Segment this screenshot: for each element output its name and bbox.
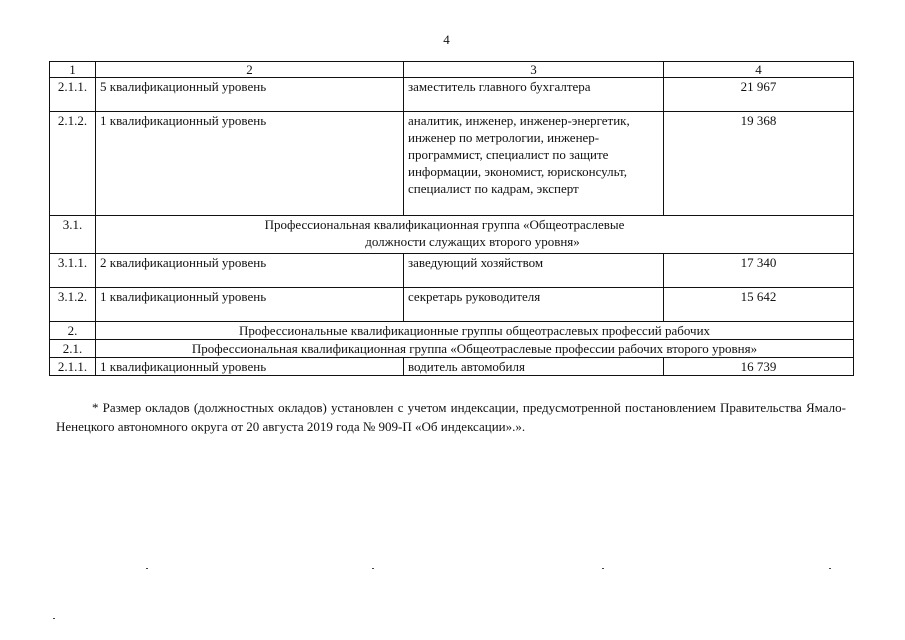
salary-table — [49, 61, 854, 376]
row-number: 2.1.1. — [50, 358, 96, 376]
qualification-level: 1 квалификационный уровень — [96, 112, 404, 216]
position-names: заместитель главного бухгалтера — [404, 78, 664, 112]
row-number: 2.1.1. — [50, 78, 96, 112]
position-names: аналитик, инженер, инженер-энергетик, инженер по метрологии, инженер-программист, специалист по защите информации, экономист, юрисконсульт, специалист по кадрам, эксперт — [404, 112, 664, 216]
position-names: заведующий хозяйством — [404, 254, 664, 288]
group-title: Профессиональные квалификационные группы общеотраслевых профессий рабочих — [96, 322, 854, 340]
scan-speck — [372, 568, 374, 569]
table-header-row — [50, 62, 854, 78]
group-title-line: должности служащих второго уровня» — [365, 234, 580, 249]
salary-value: 17 340 — [664, 254, 854, 288]
row-number: 2.1.2. — [50, 112, 96, 216]
position-names: секретарь руководителя — [404, 288, 664, 322]
salary-value: 16 739 — [664, 358, 854, 376]
scan-speck — [602, 568, 604, 569]
scan-speck — [53, 618, 55, 619]
qualification-level: 2 квалификационный уровень — [96, 254, 404, 288]
qualification-level: 1 квалификационный уровень — [96, 358, 404, 376]
group-row — [50, 340, 854, 358]
footnote: * Размер окладов (должностных окладов) установлен с учетом индексации, предусмотренной постановлением Правительства Ямало-Ненецкого автономного округа от 20 августа 2019 года № 909-П «Об индексации».». — [56, 400, 846, 434]
table-row — [50, 288, 854, 322]
scan-speck — [829, 568, 831, 569]
row-number: 2. — [50, 322, 96, 340]
row-number: 2.1. — [50, 340, 96, 358]
salary-value: 15 642 — [664, 288, 854, 322]
table-row — [50, 112, 854, 216]
header-cell: 2 — [96, 62, 404, 78]
header-cell: 1 — [50, 62, 96, 78]
group-title — [96, 216, 854, 254]
header-cell: 3 — [404, 62, 664, 78]
group-row — [50, 322, 854, 340]
table-row — [50, 254, 854, 288]
table-row — [50, 358, 854, 376]
position-names: водитель автомобиля — [404, 358, 664, 376]
group-row — [50, 216, 854, 254]
row-number: 3.1. — [50, 216, 96, 254]
header-cell: 4 — [664, 62, 854, 78]
page-number: 4 — [443, 32, 450, 47]
salary-value: 21 967 — [664, 78, 854, 112]
qualification-level: 1 квалификационный уровень — [96, 288, 404, 322]
row-number: 3.1.2. — [50, 288, 96, 322]
scan-speck — [146, 568, 148, 569]
salary-value: 19 368 — [664, 112, 854, 216]
row-number: 3.1.1. — [50, 254, 96, 288]
group-title: Профессиональная квалификационная группа «Общеотраслевые профессии рабочих второго уровня» — [96, 340, 854, 358]
group-title-line: Профессиональная квалификационная группа «Общеотраслевые — [264, 217, 625, 232]
table-row — [50, 78, 854, 112]
qualification-level: 5 квалификационный уровень — [96, 78, 404, 112]
